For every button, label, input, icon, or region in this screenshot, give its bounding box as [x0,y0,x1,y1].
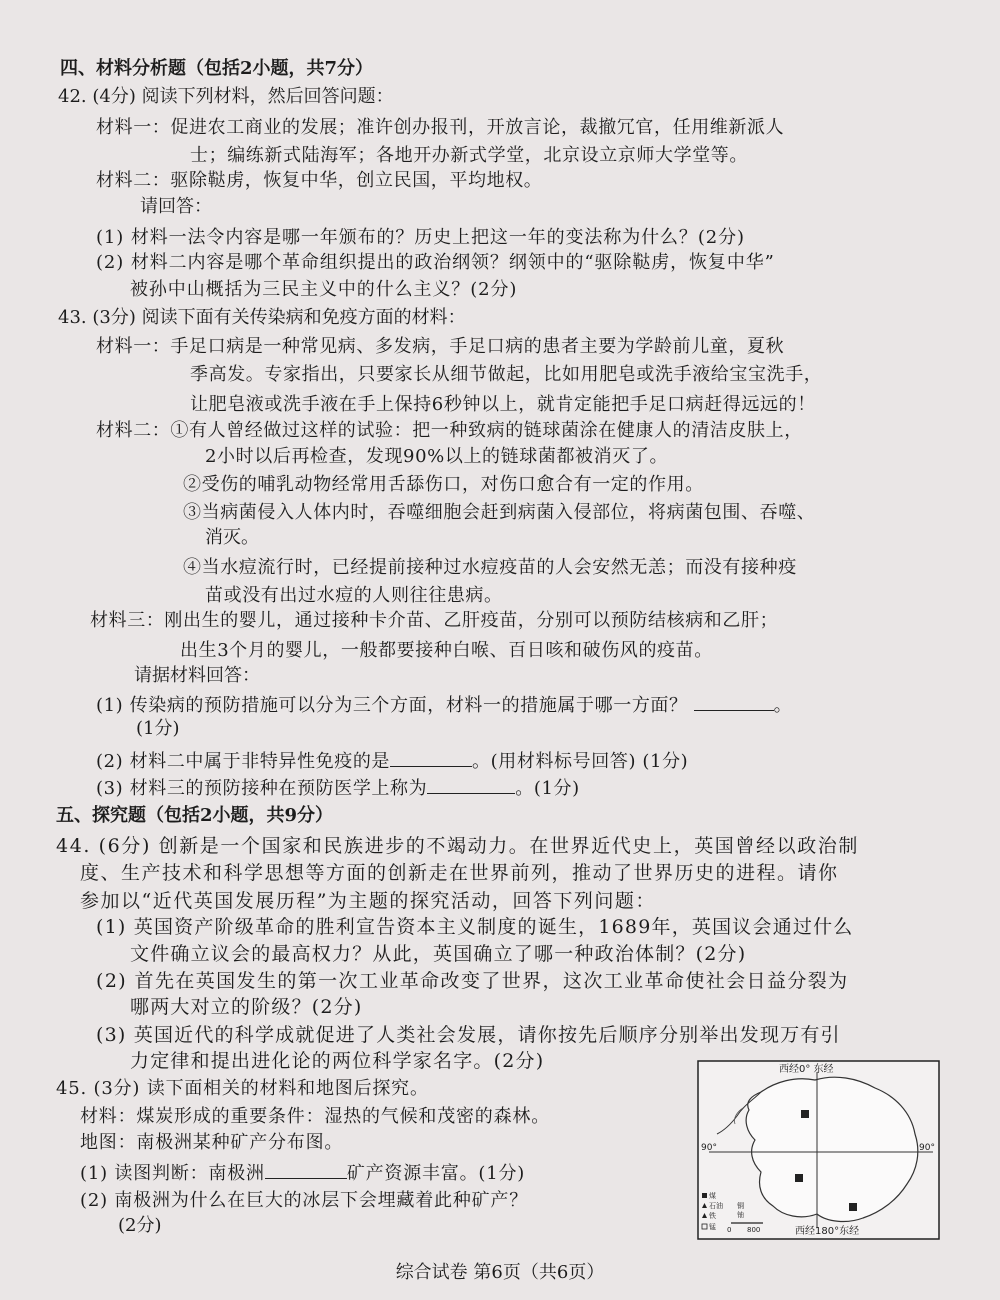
q42-sub-2: (2) 材料二内容是哪个革命组织提出的政治纲领？纲领中的“驱除鞑虏，恢复中华” [96,252,775,273]
q43-material-1: 材料一：手足口病是一种常见病、多发病，手足口病的患者主要为学龄前儿童，夏秋 [96,336,785,357]
q43-stem: 43. (3分) 阅读下面有关传染病和免疫方面的材料： [58,307,466,328]
q43-please-answer: 请据材料回答： [134,665,260,686]
q42-material-2: 材料二：驱除鞑虏，恢复中华，创立民国，平均地权。 [96,170,543,191]
q44-stem: 44. (6分) 创新是一个国家和民族进步的不竭动力。在世界近代史上，英国曾经以政治制 [56,835,860,857]
legend-iron-label: 铁 [709,1212,716,1220]
q45-sub-2-score: (2分) [118,1215,162,1236]
legend-copper-label: 铜 [737,1202,744,1210]
q43-material-2-cont: 2小时以后再检查，发现90%以上的链球菌都被消灭了。 [205,446,669,467]
q42-stem: 42. (4分) 阅读下列材料，然后回答问题： [58,86,394,107]
q42-please-answer: 请回答： [140,196,212,217]
q44-sub-1: (1) 英国资产阶级革命的胜利宣告资本主义制度的诞生，1689年，英国议会通过什么 [96,916,854,938]
antarctica-mineral-map [697,1060,940,1240]
q43-material-3: 材料三：刚出生的婴儿，通过接种卡介苗、乙肝疫苗，分别可以预防结核病和乙肝； [90,610,779,631]
q43-material-1-cont: 季高发。专家指出，只要家长从细节做起，比如用肥皂或洗手液给宝宝洗手， [190,364,823,385]
q43-sub-2-text: (2) 材料二中属于非特异性免疫的是 [96,751,391,772]
q42-material-1: 材料一：促进农工商业的发展；准许创办报刊，开放言论，裁撤冗官，任用维新派人 [96,117,785,138]
map-scale-end: 800 [747,1226,761,1234]
q43-sub-1-text: (1) 传染病的预防措施可以分为三个方面，材料一的措施属于哪一方面？ [96,695,688,716]
q44-sub-1-cont: 文件确立议会的最高权力？从此，英国确立了哪一种政治体制？(2分) [130,943,747,965]
q43-sub-1-answer-blank[interactable] [694,694,774,711]
coal-deposit-marker [801,1110,809,1118]
legend-oil-label: 石油 [709,1202,723,1210]
q44-sub-2-cont: 哪两大对立的阶级？(2分) [130,996,363,1018]
section-4-heading: 四、材料分析题（包括2小题，共7分） [60,58,374,79]
q44-sub-3-cont: 力定律和提出进化论的两位科学家名字。(2分) [130,1050,545,1072]
q43-material-1-cont2: 让肥皂液或洗手液在手上保持6秒钟以上，就肯定能把手足口病赶得远远的！ [190,394,816,415]
q43-sub-2-answer-blank[interactable] [390,750,472,767]
coal-deposit-marker [795,1174,803,1182]
q43-material-2-item-4: ④当水痘流行时，已经提前接种过水痘疫苗的人会安然无恙；而没有接种疫 [183,557,797,578]
q42-material-1-cont: 士；编练新式陆海军；各地开办新式学堂，北京设立京师大学堂等。 [190,145,748,166]
map-left-label: 90° [701,1143,717,1153]
q43-material-2-item-4-cont: 苗或没有出过水痘的人则往往患病。 [205,585,503,606]
q43-sub-3-answer-blank[interactable] [427,777,515,794]
coal-deposit-marker [849,1203,857,1211]
q43-sub-3-suffix: 。(1分) [515,778,580,799]
q45-sub-1-text: (1) 读图判断：南极洲 [80,1163,265,1184]
q45-material: 材料：煤炭形成的重要条件：湿热的气候和茂密的森林。 [80,1106,550,1127]
q43-sub-2 [96,750,688,773]
legend-uranium-label: 铀 [737,1211,744,1219]
q43-sub-3 [96,777,580,800]
legend-manganese-label: 锰 [709,1223,716,1231]
q45-sub-1 [80,1162,525,1185]
map-scale-start: 0 [727,1226,732,1234]
map-right-label: 90° [919,1143,935,1153]
q45-sub-1-answer-blank[interactable] [265,1162,347,1179]
q44-sub-2: (2) 首先在英国发生的第一次工业革命改变了世界，这次工业革命使社会日益分裂为 [96,970,849,992]
legend-coal-label: 煤 [709,1192,716,1200]
q42-sub-1: (1) 材料一法令内容是哪一年颁布的？历史上把这一年的变法称为什么？(2分) [96,227,745,248]
q45-stem: 45. (3分) 读下面相关的材料和地图后探究。 [56,1078,429,1099]
q44-stem-cont2: 参加以“近代英国发展历程”为主题的探究活动，回答下列问题： [80,890,656,912]
q43-material-3-cont: 出生3个月的婴儿，一般都要接种白喉、百日咳和破伤风的疫苗。 [180,640,713,661]
q45-sub-2: (2) 南极洲为什么在巨大的冰层下会埋藏着此种矿产？ [80,1190,529,1211]
q44-stem-cont: 度、生产技术和科学思想等方面的创新走在世界前列，推动了世界历史的进程。请你 [80,862,839,884]
legend-coal-icon [702,1193,707,1198]
q45-map-caption: 地图：南极洲某种矿产分布图。 [80,1132,344,1153]
q43-material-2-item-2: ②受伤的哺乳动物经常用舌舔伤口，对伤口愈合有一定的作用。 [183,474,704,495]
q43-sub-1 [96,694,792,717]
q43-sub-1-score: (1分) [136,718,180,739]
map-top-label: 西经0° 东经 [779,1064,834,1075]
q43-sub-1-period: 。 [773,695,793,716]
q43-sub-2-suffix: 。(用材料标号回答) (1分) [472,751,689,772]
map-bottom-label: 西经180°东经 [795,1226,860,1237]
q42-sub-2-cont: 被孙中山概括为三民主义中的什么主义？(2分) [130,279,518,300]
q43-material-2-item-3: ③当病菌侵入人体内时，吞噬细胞会赶到病菌入侵部位，将病菌包围、吞噬、 [183,502,816,523]
q43-material-2: 材料二：①有人曾经做过这样的试验：把一种致病的链球菌涂在健康人的清洁皮肤上， [96,420,803,441]
q44-sub-3: (3) 英国近代的科学成就促进了人类社会发展，请你按先后顺序分别举出发现万有引 [96,1024,841,1046]
q43-sub-3-text: (3) 材料三的预防接种在预防医学上称为 [96,778,428,799]
antarctica-landmass [746,1077,918,1221]
page-footer: 综合试卷 第6页（共6页） [395,1262,605,1283]
section-5-heading: 五、探究题（包括2小题，共9分） [56,805,334,826]
q45-sub-1-suffix: 矿产资源丰富。(1分) [346,1163,526,1184]
q43-material-2-item-3-cont: 消灭。 [205,527,259,548]
